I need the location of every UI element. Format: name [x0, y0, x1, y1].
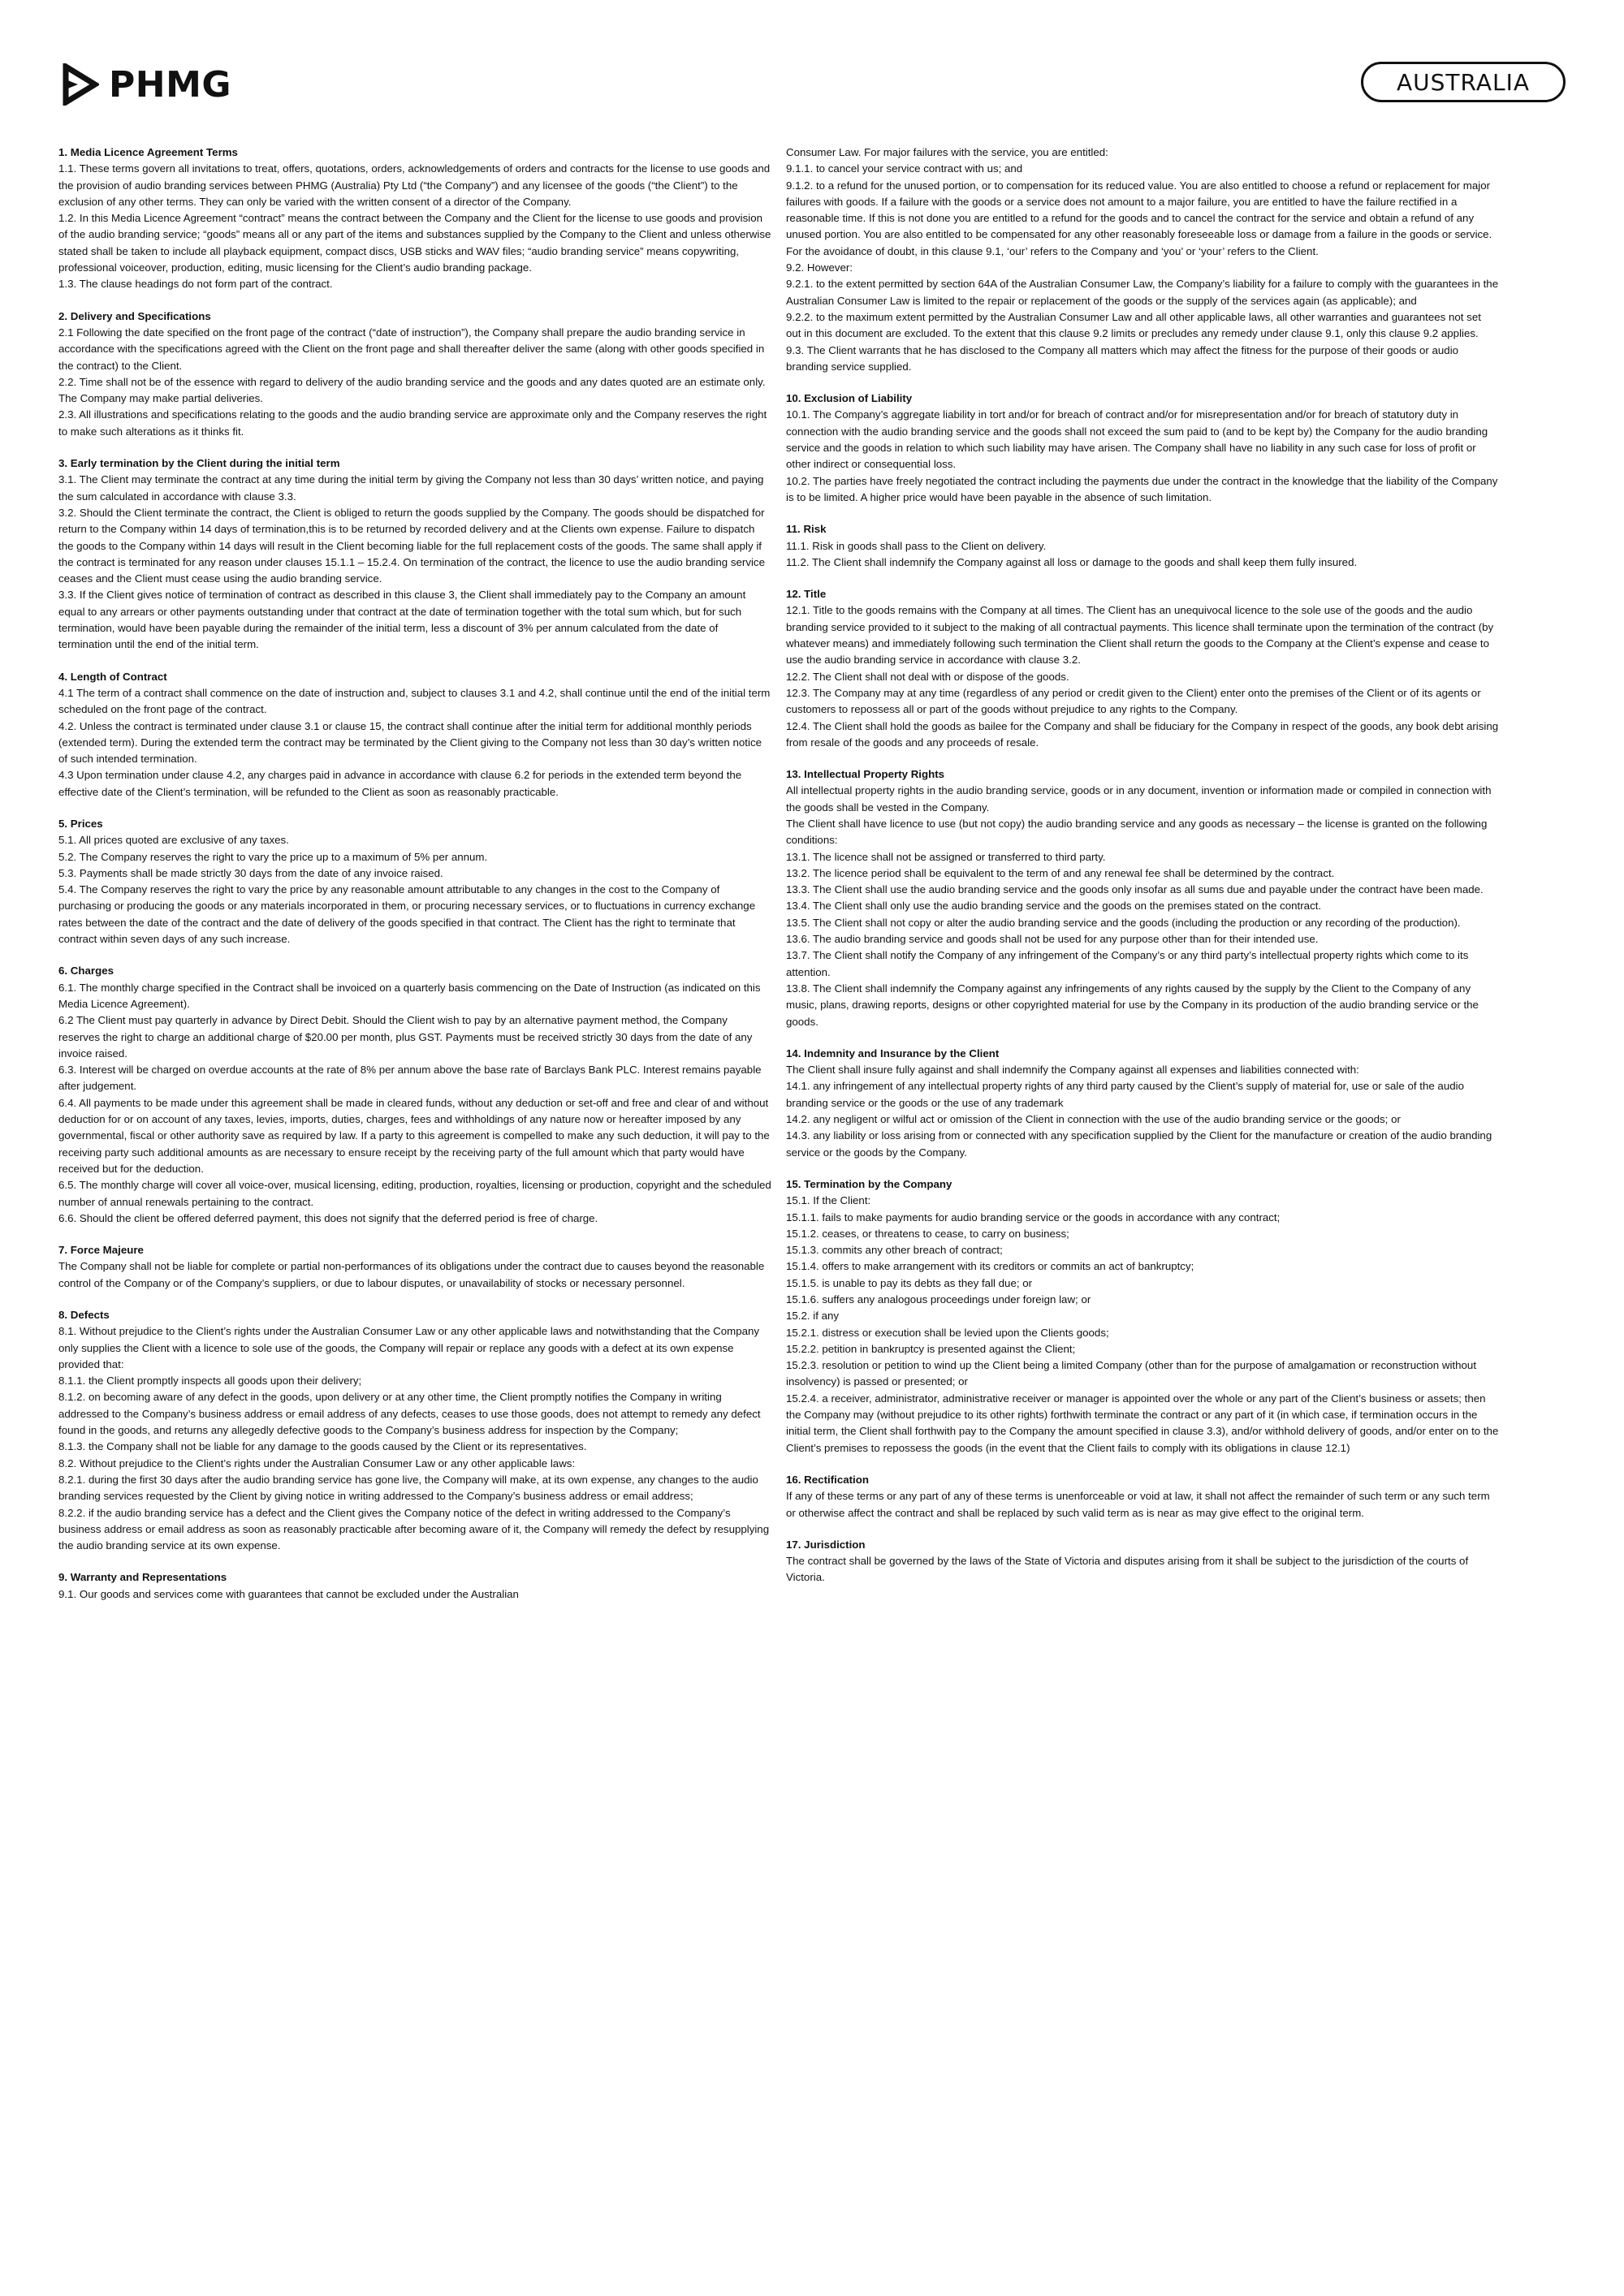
- clause-text: 4.3 Upon termination under clause 4.2, any charges paid in advance in accordance with clause 6.2 for periods in the extended term beyond the effective date of the Client’s termination, will be refunded to the Client as soon as reasonably practicable.: [58, 769, 745, 798]
- section-heading: 4. Length of Contract: [58, 670, 167, 683]
- clause-text: 1.3. The clause headings do not form part of the contract.: [58, 278, 333, 291]
- clause-text: 3.2. Should the Client terminate the contract, the Client is obliged to return the goods supplied by the Company. The goods should be dispatched for return to the Company within 14 days of termination,this is to be returned by recorded delivery and at the Clients own expense. Failure to dispatch the goods to the Company within 14 days will result in the Client becoming liable for the full replacement costs of the goods. The same shall apply if the contract is terminated for any reason under clauses 15.1.1 – 15.2.4. On termination of the contract, the licence to use the audio branding service ceases and the Client must cease using the audio branding service.: [58, 506, 768, 585]
- clause-text: 14.3. any liability or loss arising from or connected with any specification supplied by the Client for the manufacture or creation of the audio branding service or the goods by the Company.: [786, 1129, 1495, 1159]
- terms-section: [58, 455, 771, 654]
- clause-text: 3.1. The Client may terminate the contract at any time during the initial term by giving the Company not less than 30 days’ written notice, and paying the sum calculated in accordance with clause 3.3.: [58, 473, 767, 503]
- terms-section: [58, 963, 775, 1227]
- clause-text: 12.4. The Client shall hold the goods as bailee for the Company and shall be fiduciary for the Company in respect of the goods, any book debt arising from resale of the goods and any proceeds of resale.: [786, 719, 1501, 749]
- clause-text: 15.1.5. is unable to pay its debts as they fall due; or: [786, 1276, 1033, 1289]
- section-heading: 9. Warranty and Representations: [58, 1571, 227, 1584]
- terms-section: [58, 1307, 771, 1554]
- clause-text: 8.2.2. if the audio branding service has a defect and the Client gives the Company notice of the defect in writing addressed to the Company’s business address or email address as soon as reasonably practicable after becoming aware of it, the Company will remedy the defect by resupplying the audio branding service at its own expense.: [58, 1506, 772, 1552]
- terms-section: [58, 669, 774, 801]
- clause-text: The contract shall be governed by the laws of the State of Victoria and disputes arising from it shall be subject to the jurisdiction of the courts of Victoria.: [786, 1555, 1471, 1584]
- clause-text: The Company shall not be liable for complete or partial non-performances of its obligations under the contract due to causes beyond the reasonable control of the Company or of the Company’s suppliers, or due to labour disputes, or unavailability of stocks or necessary personnel.: [58, 1260, 767, 1289]
- clause-text: If any of these terms or any part of any of these terms is unenforceable or void at law, it shall not affect the remainder of such term or any such term or otherwise affect the contract and shall be replaced by such valid term as is near as may give effect to the original term.: [786, 1490, 1493, 1519]
- clause-text: 4.1 The term of a contract shall commence on the date of instruction and, subject to clauses 3.1 and 4.2, shall continue until the end of the initial term scheduled on the front page of the contract.: [58, 686, 774, 716]
- clause-text: 5.2. The Company reserves the right to vary the price up to a maximum of 5% per annum.: [58, 850, 488, 863]
- clause-text: 15.2.1. distress or execution shall be levied upon the Clients goods;: [786, 1326, 1109, 1339]
- section-heading: 16. Rectification: [786, 1473, 869, 1486]
- clause-text: 5.4. The Company reserves the right to vary the price by any reasonable amount attributable to any changes in the cost to the Company of purchasing or producing the goods or any materials incorporated in them, or procuring necessary services, or to fluctuations in currency exchange rates between the date of the contract and the date of delivery of the goods specified in that contract. The Client has the right to terminate that contract within seven days of any such increase.: [58, 883, 758, 946]
- section-heading: 7. Force Majeure: [58, 1244, 144, 1257]
- terms-section: [786, 145, 1499, 375]
- clause-text: 9.2. However:: [786, 261, 853, 274]
- clause-text: 1.2. In this Media Licence Agreement “contract” means the contract between the Company and the Client for the license to use goods and provision of the audio branding service; “goods” means all or any part of the items and substances supplied by the Company to the Client and unless otherwise stated shall be taken to include all playback equipment, compact discs, USB sticks and WAV files; “audio branding service” means copywriting, professional voiceover, production, editing, music licensing for the Client’s audio branding package.: [58, 212, 775, 274]
- play-triangle-icon: [62, 63, 99, 106]
- clause-text: 8.2. Without prejudice to the Client’s rights under the Australian Consumer Law or any other applicable laws:: [58, 1457, 576, 1470]
- clause-text: 15.2. if any: [786, 1310, 840, 1323]
- clause-text: 4.2. Unless the contract is terminated under clause 3.1 or clause 15, the contract shall continue after the initial term for additional monthly periods (extended term). During the extended term the contract may be terminated by the Client giving to the Company not less than 30 day’s written notice of such intended termination.: [58, 719, 765, 766]
- section-heading: 11. Risk: [786, 523, 827, 536]
- clause-text: 15.1.3. commits any other breach of contract;: [786, 1244, 1003, 1257]
- clause-text: 9.2.1. to the extent permitted by section 64A of the Australian Consumer Law, the Company’s liability for a failure to comply with the guarantees in the Australian Consumer Law is limited to the repair or replacement of the goods or the supply of the services again (as applicable); and: [786, 278, 1501, 307]
- terms-section: [786, 1537, 1499, 1586]
- section-heading: 6. Charges: [58, 965, 114, 978]
- clause-text: 11.1. Risk in goods shall pass to the Client on delivery.: [786, 539, 1047, 552]
- terms-section: [786, 586, 1499, 751]
- clause-text: 6.4. All payments to be made under this agreement shall be made in cleared funds, without any deduction or set-off and free and clear of and without deduction for or on account of any taxes, levies, imports, duties, charges, fees and withholdings of any nature now or hereafter imposed by any governmental, fiscal or other authority save as required by law. If a party to this agreement is compelled to make any such deduction, it will pay to the receiving party such additional amounts as are necessary to ensure receipt by the receiving party of the full amount which that party would have received but for the deduction.: [58, 1096, 773, 1175]
- clause-text: 2.2. Time shall not be of the essence with regard to delivery of the audio branding service and the goods and any dates quoted are an estimate only. The Company may make partial deliveries.: [58, 375, 768, 405]
- clause-text: 13.2. The licence period shall be equivalent to the term of and any renewal fee shall be determined by the contract.: [786, 866, 1335, 879]
- terms-section: [786, 1046, 1499, 1161]
- terms-section: [786, 1176, 1502, 1457]
- clause-text: All intellectual property rights in the audio branding service, goods or in any document, invention or information made or compiled in connection with the goods shall be vested in the Company.: [786, 784, 1495, 814]
- clause-text: 8.1. Without prejudice to the Client’s rights under the Australian Consumer Law or any other applicable laws and notwithstanding that the Company only supplies the Client with a licence to sole use of the goods, the Company will repair or replace any goods with a defect at its own expense provided that:: [58, 1325, 762, 1370]
- terms-column-right: [786, 145, 1502, 1602]
- clause-text: 6.6. Should the client be offered deferred payment, this does not signify that the deferred period is free of charge.: [58, 1211, 598, 1224]
- clause-text: 8.2.1. during the first 30 days after the audio branding service has gone live, the Company will make, at its own expense, any changes to the audio branding services requested by the Client by giving notice in writing addressed to the Company’s business address or email address;: [58, 1473, 762, 1503]
- section-heading: 17. Jurisdiction: [786, 1538, 866, 1551]
- clause-text: 6.2 The Client must pay quarterly in advance by Direct Debit. Should the Client wish to pay by an alternative payment method, the Company reserves the right to charge an additional charge of $20.00 per month, plus GST. Payments must be received strictly 30 days from the date of any invoice raised.: [58, 1014, 756, 1060]
- clause-text: 15.1.4. offers to make arrangement with its creditors or commits an act of bankruptcy;: [786, 1260, 1194, 1273]
- clause-text: Consumer Law. For major failures with the service, you are entitled:: [786, 146, 1108, 158]
- clause-text: 15.1. If the Client:: [786, 1194, 871, 1207]
- clause-text: 13.1. The licence shall not be assigned or transferred to third party.: [786, 850, 1106, 863]
- clause-text: 15.2.3. resolution or petition to wind up the Client being a limited Company (other than for the purpose of amalgamation or reconstruction without insolvency) is passed or presented; or: [786, 1359, 1479, 1388]
- terms-column-left: [58, 145, 775, 1618]
- clause-text: 9.2.2. to the maximum extent permitted by the Australian Consumer Law and all other applicable laws, all other warranties and guarantees not set out in this document are excluded. To the extent that this clause 9.2 limits or precludes any remedy under clause 9.1, only this clause 9.2 applies.: [786, 310, 1484, 340]
- terms-section: [786, 1472, 1499, 1521]
- clause-text: 8.1.3. the Company shall not be liable for any damage to the goods caused by the Client or its representatives.: [58, 1440, 587, 1453]
- clause-text: 5.1. All prices quoted are exclusive of any taxes.: [58, 834, 289, 847]
- section-heading: 2. Delivery and Specifications: [58, 309, 211, 322]
- clause-text: 2.3. All illustrations and specifications relating to the goods and the audio branding service are approximate only and the Company reserves the right to make such alterations as it thinks fit.: [58, 408, 770, 438]
- clause-text: The Client shall insure fully against and shall indemnify the Company against all expenses and liabilities connected with:: [786, 1064, 1359, 1077]
- section-heading: 13. Intellectual Property Rights: [786, 768, 945, 781]
- section-heading: 1. Media Licence Agreement Terms: [58, 146, 238, 158]
- terms-section: [786, 521, 1499, 571]
- terms-section: [786, 766, 1499, 1030]
- clause-text: 9.3. The Client warrants that he has disclosed to the Company all matters which may affect the fitness for the purpose of their goods or audio branding service supplied.: [786, 343, 1462, 373]
- clause-text: 12.3. The Company may at any time (regardless of any period or credit given to the Client) enter onto the premises of the Client or of its agents or customers to repossess all or part of the goods without prejudice to any rights to the Company.: [786, 686, 1484, 716]
- clause-text: 14.2. any negligent or wilful act or omission of the Client in connection with the use of the audio branding service or the goods; or: [786, 1113, 1401, 1126]
- terms-section: [786, 391, 1499, 506]
- clause-text: 13.8. The Client shall indemnify the Company against any infringements of any rights caused by the supply by the Client to the Company of any music, plans, drawing reports, designs or other copyrighted material for use by the Company in its production of the audio branding service or the goods.: [786, 982, 1482, 1028]
- clause-text: 5.3. Payments shall be made strictly 30 days from the date of any invoice raised.: [58, 866, 443, 879]
- clause-text: 9.1.2. to a refund for the unused portion, or to compensation for its reduced value. You are also entitled to choose a refund or replacement for major failures with goods. If a failure with the goods or a service does not amount to a major failure, you are entitled to have the failure rectified in a reasonable time. If this is not done you are entitled to a refund for the goods and to cancel the contract for the service and obtain a refund of any unused portion. You are also entitled to be compensated for any other reasonably foreseeable loss or damage from a failure in the goods or service. For the avoidance of doubt, in this clause 9.1, ‘our’ refers to the Company and ‘you’ or ‘your’ refers to the Client.: [786, 179, 1495, 257]
- clause-text: 10.1. The Company’s aggregate liability in tort and/or for breach of contract and/or for misrepresentation and/or for breach of statutory duty in connection with the audio branding service and the goods shall not exceed the sum paid to (and to be kept by) the Company for the audio branding service and the goods in relation to which such liability may have arisen. The Company shall have no liability in any such case for loss of profit or other indirect or consequential loss.: [786, 408, 1491, 471]
- terms-section: [58, 145, 775, 293]
- brand-logo: [62, 62, 231, 107]
- clause-text: 15.1.2. ceases, or threatens to cease, to carry on business;: [786, 1227, 1069, 1240]
- clause-text: 12.1. Title to the goods remains with the Company at all times. The Client has an unequivocal licence to the sole use of the goods and the audio branding service provided to it subject to the making of all contractual payments. This licence shall terminate upon the termination of the contract (by whatever means) and immediately following such termination the Client shall return the goods to the Company at the Client’s expense and cease to use the audio branding service in accordance with clause 3.2.: [786, 604, 1497, 667]
- clause-text: 6.1. The monthly charge specified in the Contract shall be invoiced on a quarterly basis commencing on the Date of Instruction (as indicated on this Media Licence Agreement).: [58, 981, 764, 1010]
- section-heading: 14. Indemnity and Insurance by the Client: [786, 1047, 1000, 1060]
- clause-text: 6.3. Interest will be charged on overdue accounts at the rate of 8% per annum above the base rate of Barclays Bank PLC. Interest remains payable after judgement.: [58, 1064, 765, 1093]
- terms-section: [58, 309, 771, 440]
- section-heading: 10. Exclusion of Liability: [786, 392, 913, 405]
- brand-name: PHMG: [109, 63, 231, 106]
- terms-section: [58, 1569, 771, 1603]
- section-heading: 15. Termination by the Company: [786, 1177, 952, 1190]
- clause-text: 3.3. If the Client gives notice of termination of contract as described in this clause 3, the Client shall immediately pay to the Company an amount equal to any arrears or other payments outstanding under that contract at the date of termination together with the total sum which, but for such termination, would have been payable during the remainder of the initial term, less a discount of 3% per annum calculated from the date of termination until the end of the initial term.: [58, 589, 749, 651]
- clause-text: 6.5. The monthly charge will cover all voice-over, musical licensing, editing, production, royalties, licensing or production, copyright and the scheduled number of annual renewals pertaining to the contract.: [58, 1179, 775, 1208]
- clause-text: 13.4. The Client shall only use the audio branding service and the goods on the premises stated on the contract.: [786, 900, 1322, 913]
- clause-text: 14.1. any infringement of any intellectual property rights of any third party caused by the Client’s supply of material for, use or sale of the audio branding service or the goods or the use of any trademark: [786, 1080, 1467, 1109]
- region-badge: AUSTRALIA: [1361, 62, 1566, 102]
- section-heading: 12. Title: [786, 588, 827, 601]
- clause-text: 13.3. The Client shall use the audio branding service and the goods only insofar as all sums due and payable under the contract have been made.: [786, 883, 1484, 896]
- clause-text: 10.2. The parties have freely negotiated the contract including the payments due under the contract in the knowledge that the liability of the Company is to be limited. A higher price would have been payable in the absence of such limitation.: [786, 474, 1501, 503]
- clause-text: 11.2. The Client shall indemnify the Company against all loss or damage to the goods and shall keep them fully insured.: [786, 555, 1358, 568]
- clause-text: 1.1. These terms govern all invitations to treat, offers, quotations, orders, acknowledgements of orders and contracts for the license to use goods and the provision of audio branding services between PHMG (Australia) Pty Ltd (“the Company”) and any licensee of the goods (“the Client”) to the exclusion of any other terms. They can only be varied with the written consent of a director of the Company.: [58, 162, 773, 208]
- clause-text: 13.5. The Client shall not copy or alter the audio branding service and the goods (including the production or any recording of the production).: [786, 916, 1461, 929]
- clause-text: The Client shall have licence to use (but not copy) the audio branding service and any goods as necessary – the license is granted on the following conditions:: [786, 817, 1491, 847]
- section-heading: 3. Early termination by the Client during the initial term: [58, 457, 340, 470]
- section-heading: 8. Defects: [58, 1309, 110, 1321]
- terms-section: [58, 1242, 771, 1292]
- section-heading: 5. Prices: [58, 817, 103, 830]
- clause-text: 9.1.1. to cancel your service contract with us; and: [786, 162, 1023, 175]
- clause-text: 15.1.6. suffers any analogous proceedings under foreign law; or: [786, 1293, 1091, 1306]
- terms-section: [58, 816, 771, 947]
- clause-text: 12.2. The Client shall not deal with or dispose of the goods.: [786, 670, 1069, 683]
- clause-text: 15.1.1. fails to make payments for audio branding service or the goods in accordance with any contract;: [786, 1211, 1281, 1224]
- clause-text: 2.1 Following the date specified on the front page of the contract (“date of instruction”), the Company shall prepare the audio branding service in accordance with the specifications agreed with the Client on the front page and shall thereafter deliver the same (along with other goods specified in the contract) to the Client.: [58, 326, 767, 372]
- clause-text: 15.2.2. petition in bankruptcy is presented against the Client;: [786, 1342, 1076, 1355]
- clause-text: 8.1.1. the Client promptly inspects all goods upon their delivery;: [58, 1375, 362, 1388]
- clause-text: 9.1. Our goods and services come with guarantees that cannot be excluded under the Australian: [58, 1587, 519, 1600]
- clause-text: 13.7. The Client shall notify the Company of any infringement of the Company’s or any third party’s intellectual property rights which come to its attention.: [786, 949, 1472, 978]
- clause-text: 13.6. The audio branding service and goods shall not be used for any purpose other than for their intended use.: [786, 933, 1319, 946]
- clause-text: 15.2.4. a receiver, administrator, administrative receiver or manager is appointed over the whole or any part of the Client’s business or assets; then the Company may (without prejudice to its other rights) forthwith terminate the contract or any part of it (in which case, if termination occurs in the initial term, the Client shall forthwith pay to the Company the amount specified in clause 3.3), and/or withhold delivery of goods, and/or enter on to the Client’s premises to repossess the goods (in the event that the Client fails to comply with its obligations in clause 12.1): [786, 1392, 1502, 1454]
- clause-text: 8.1.2. on becoming aware of any defect in the goods, upon delivery or at any other time, the Client promptly notifies the Company in writing addressed to the Company’s business address or email address of any defects, ceases to use those goods, does not attempt to remedy any defect found in the goods, and returns any allegedly defective goods to the Company’s business address for inspection by the Company;: [58, 1391, 764, 1437]
